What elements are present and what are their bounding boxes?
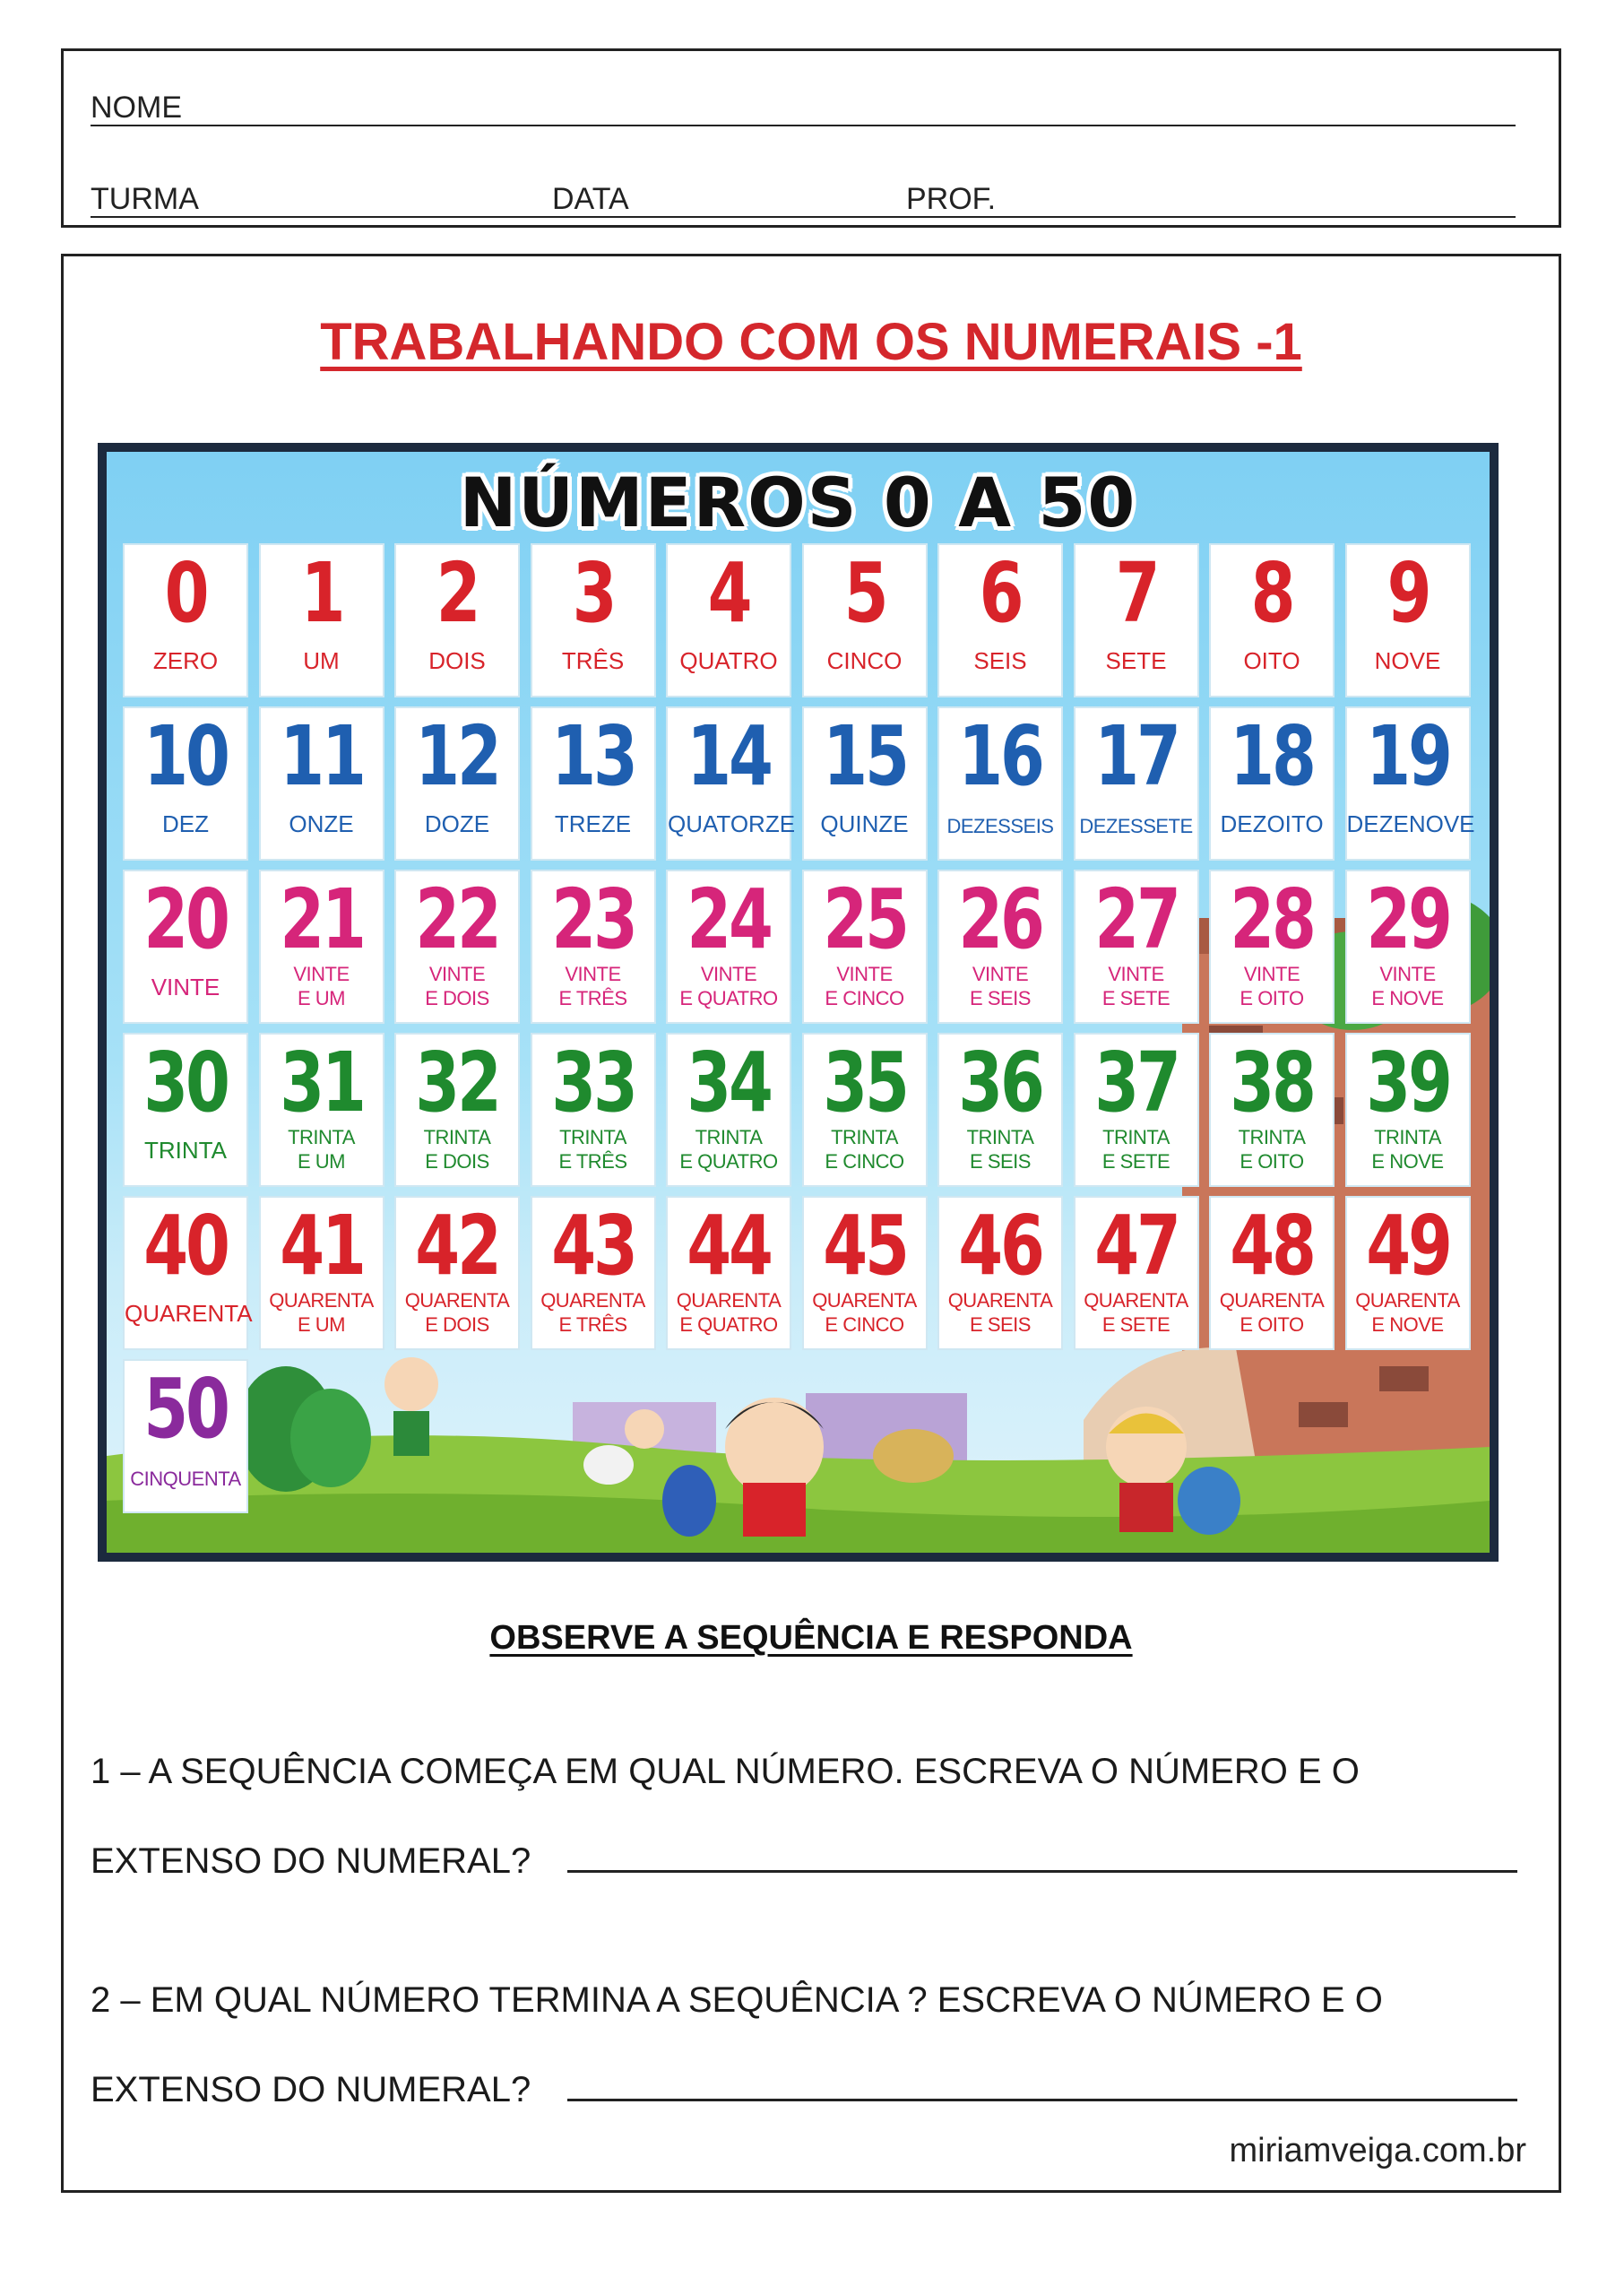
number-digit: 48 [1230, 1198, 1314, 1294]
number-digit: 19 [1365, 708, 1450, 804]
number-card-6 [937, 543, 1063, 697]
number-card-15 [802, 706, 928, 861]
number-card-33 [531, 1033, 656, 1187]
number-digit: 40 [143, 1198, 228, 1294]
teacher-label: PROF. [906, 182, 997, 216]
number-word: TRINTA E DOIS [423, 1126, 491, 1173]
number-card-20 [123, 870, 248, 1024]
number-card-45 [802, 1196, 928, 1350]
number-word: DEZENOVE [1346, 810, 1475, 838]
number-word: VINTE E NOVE [1371, 963, 1444, 1010]
number-word: QUARENTA E OITO [1219, 1289, 1325, 1337]
number-digit: 0 [164, 545, 207, 641]
number-word: VINTE E SETE [1101, 963, 1170, 1010]
number-word: QUATORZE [668, 810, 796, 838]
number-card-13 [531, 706, 656, 861]
number-word: TRINTA E CINCO [825, 1126, 904, 1173]
number-word: VINTE [151, 974, 220, 1001]
poster-title: NÚMEROS 0 A 50 [459, 463, 1137, 542]
number-card-1 [259, 543, 384, 697]
number-word: QUARENTA E TRÊS [540, 1289, 645, 1337]
number-digit: 28 [1230, 871, 1314, 967]
class-line[interactable] [91, 216, 566, 218]
number-digit: 1 [300, 545, 342, 641]
number-word: DEZESSEIS [946, 815, 1054, 838]
number-digit: 45 [822, 1198, 907, 1294]
number-digit: 50 [143, 1361, 228, 1457]
number-word: TRINTA [144, 1137, 227, 1165]
number-digit: 15 [822, 708, 907, 804]
number-card-10 [123, 706, 248, 861]
number-card-5 [802, 543, 928, 697]
number-word: TRINTA E UM [288, 1126, 355, 1173]
section-title: OBSERVE A SEQUÊNCIA E RESPONDA [489, 1619, 1133, 1657]
worksheet-box [61, 254, 1561, 2193]
question-1-line-1: 1 – A SEQUÊNCIA COMEÇA EM QUAL NÚMERO. ESCREVA O NÚMERO E O [91, 1752, 1360, 1791]
number-card-22 [394, 870, 520, 1024]
number-word: VINTE E UM [293, 963, 350, 1010]
worksheet-title: TRABALHANDO COM OS NUMERAIS -1 [320, 313, 1302, 371]
number-digit: 34 [687, 1035, 771, 1130]
number-digit: 33 [550, 1035, 635, 1130]
number-digit: 32 [415, 1035, 499, 1130]
number-word: DEZESSETE [1079, 815, 1193, 838]
number-digit: 20 [143, 871, 228, 967]
number-card-16 [937, 706, 1063, 861]
number-card-46 [937, 1196, 1063, 1350]
number-card-2 [394, 543, 520, 697]
number-card-35 [802, 1033, 928, 1187]
answer-1-line[interactable] [567, 1870, 1517, 1873]
number-digit: 35 [822, 1035, 907, 1130]
number-word: SEIS [973, 647, 1027, 675]
number-card-47 [1074, 1196, 1199, 1350]
number-card-26 [937, 870, 1063, 1024]
number-digit: 21 [279, 871, 364, 967]
number-card-28 [1209, 870, 1335, 1024]
number-digit: 37 [1093, 1035, 1179, 1130]
poster-background [107, 452, 1490, 1553]
number-word: OITO [1243, 647, 1300, 675]
number-word: QUARENTA E CINCO [812, 1289, 917, 1337]
number-digit: 36 [958, 1035, 1042, 1130]
number-word: SETE [1105, 647, 1167, 675]
number-word: TRINTA E SETE [1101, 1126, 1170, 1173]
number-word: QUARENTA E SETE [1084, 1289, 1188, 1337]
number-word: QUARENTA E DOIS [404, 1289, 510, 1337]
name-label: NOME [91, 91, 182, 125]
number-digit: 11 [279, 708, 364, 804]
number-card-14 [666, 706, 796, 861]
number-card-23 [531, 870, 656, 1024]
number-card-48 [1209, 1196, 1335, 1350]
number-digit: 29 [1365, 871, 1450, 967]
number-word: TRINTA E QUATRO [679, 1126, 778, 1173]
number-digit: 8 [1250, 545, 1293, 641]
numbers-poster [98, 443, 1499, 1562]
number-card-11 [259, 706, 384, 861]
number-word: DOZE [424, 810, 490, 838]
number-card-21 [259, 870, 384, 1024]
number-digit: 41 [279, 1198, 364, 1294]
number-word: TRINTA E SEIS [966, 1126, 1034, 1173]
number-word: DEZOITO [1220, 810, 1324, 838]
number-digit: 42 [415, 1198, 499, 1294]
number-digit: 46 [958, 1198, 1042, 1294]
number-word: QUARENTA E QUATRO [676, 1289, 782, 1337]
number-digit: 9 [1386, 545, 1429, 641]
number-digit: 38 [1230, 1035, 1314, 1130]
number-word: VINTE E OITO [1240, 963, 1304, 1010]
date-line[interactable] [552, 216, 915, 218]
number-word: QUARENTA [125, 1300, 253, 1328]
class-label: TURMA [91, 182, 199, 216]
number-word: NOVE [1374, 647, 1441, 675]
number-digit: 17 [1093, 708, 1179, 804]
number-card-30 [123, 1033, 248, 1187]
number-word: CINQUENTA [130, 1468, 241, 1491]
number-card-37 [1074, 1033, 1199, 1187]
number-digit: 12 [415, 708, 499, 804]
number-card-27 [1074, 870, 1199, 1024]
question-1-line-2: EXTENSO DO NUMERAL? [91, 1841, 531, 1881]
number-card-12 [394, 706, 520, 861]
number-word: VINTE E QUATRO [679, 963, 778, 1010]
number-word: TRÊS [561, 647, 625, 675]
number-digit: 6 [979, 545, 1022, 641]
number-digit: 49 [1365, 1198, 1450, 1294]
number-digit: 18 [1230, 708, 1314, 804]
number-word: ONZE [289, 810, 354, 838]
name-line[interactable] [91, 125, 1516, 126]
website-credit: miriamveiga.com.br [1229, 2132, 1526, 2169]
number-word: TRINTA E NOVE [1371, 1126, 1444, 1173]
number-card-17 [1074, 706, 1199, 861]
number-card-39 [1345, 1033, 1471, 1187]
number-word: ZERO [152, 647, 219, 675]
question-2-line-2: EXTENSO DO NUMERAL? [91, 2070, 531, 2109]
number-card-19 [1345, 706, 1475, 861]
number-card-42 [394, 1196, 520, 1350]
number-card-3 [531, 543, 656, 697]
number-word: TREZE [554, 810, 632, 838]
student-info-box [61, 48, 1561, 228]
number-digit: 10 [143, 708, 228, 804]
number-card-40 [123, 1196, 253, 1350]
number-word: VINTE E SEIS [970, 963, 1031, 1010]
number-card-4 [666, 543, 791, 697]
number-card-18 [1209, 706, 1335, 861]
question-2-line-1: 2 – EM QUAL NÚMERO TERMINA A SEQUÊNCIA ? ESCREVA O NÚMERO E O [91, 1980, 1383, 2020]
number-card-32 [394, 1033, 520, 1187]
number-card-41 [259, 1196, 384, 1350]
number-word: VINTE E DOIS [425, 963, 489, 1010]
number-card-7 [1074, 543, 1199, 697]
teacher-line[interactable] [906, 216, 1516, 218]
number-digit: 39 [1365, 1035, 1450, 1130]
number-digit: 3 [572, 545, 614, 641]
number-digit: 7 [1115, 545, 1157, 641]
number-card-34 [666, 1033, 791, 1187]
number-digit: 24 [687, 871, 771, 967]
number-card-8 [1209, 543, 1335, 697]
number-word: DEZ [162, 810, 209, 838]
number-card-24 [666, 870, 791, 1024]
number-digit: 30 [143, 1035, 228, 1130]
number-word: QUINZE [820, 810, 909, 838]
number-word: QUARENTA E UM [269, 1289, 374, 1337]
number-digit: 5 [843, 545, 885, 641]
number-word: VINTE E TRÊS [558, 963, 627, 1010]
number-digit: 44 [687, 1198, 771, 1294]
number-card-25 [802, 870, 928, 1024]
number-card-43 [531, 1196, 656, 1350]
number-card-29 [1345, 870, 1471, 1024]
number-digit: 22 [415, 871, 499, 967]
number-card-9 [1345, 543, 1471, 697]
number-card-36 [937, 1033, 1063, 1187]
number-digit: 16 [958, 708, 1042, 804]
number-digit: 13 [550, 708, 635, 804]
number-card-49 [1345, 1196, 1471, 1350]
number-card-44 [666, 1196, 791, 1350]
number-digit: 14 [687, 708, 771, 804]
date-label: DATA [552, 182, 629, 216]
number-card-0 [123, 543, 248, 697]
number-card-31 [259, 1033, 384, 1187]
number-digit: 47 [1093, 1198, 1179, 1294]
number-word: QUATRO [679, 647, 778, 675]
number-card-50 [123, 1359, 248, 1513]
number-digit: 43 [550, 1198, 635, 1294]
number-word: QUARENTA E NOVE [1355, 1289, 1460, 1337]
number-digit: 4 [707, 545, 750, 641]
number-digit: 2 [436, 545, 479, 641]
number-word: VINTE E CINCO [825, 963, 904, 1010]
number-digit: 27 [1093, 871, 1179, 967]
number-word: TRINTA E TRÊS [558, 1126, 627, 1173]
number-word: TRINTA E OITO [1238, 1126, 1306, 1173]
number-digit: 31 [279, 1035, 364, 1130]
number-card-38 [1209, 1033, 1335, 1187]
number-digit: 26 [958, 871, 1042, 967]
number-digit: 23 [550, 871, 635, 967]
number-word: CINCO [826, 647, 903, 675]
number-word: UM [303, 647, 340, 675]
number-word: DOIS [428, 647, 486, 675]
number-word: QUARENTA E SEIS [947, 1289, 1053, 1337]
number-digit: 25 [822, 871, 907, 967]
answer-2-line[interactable] [567, 2099, 1517, 2101]
